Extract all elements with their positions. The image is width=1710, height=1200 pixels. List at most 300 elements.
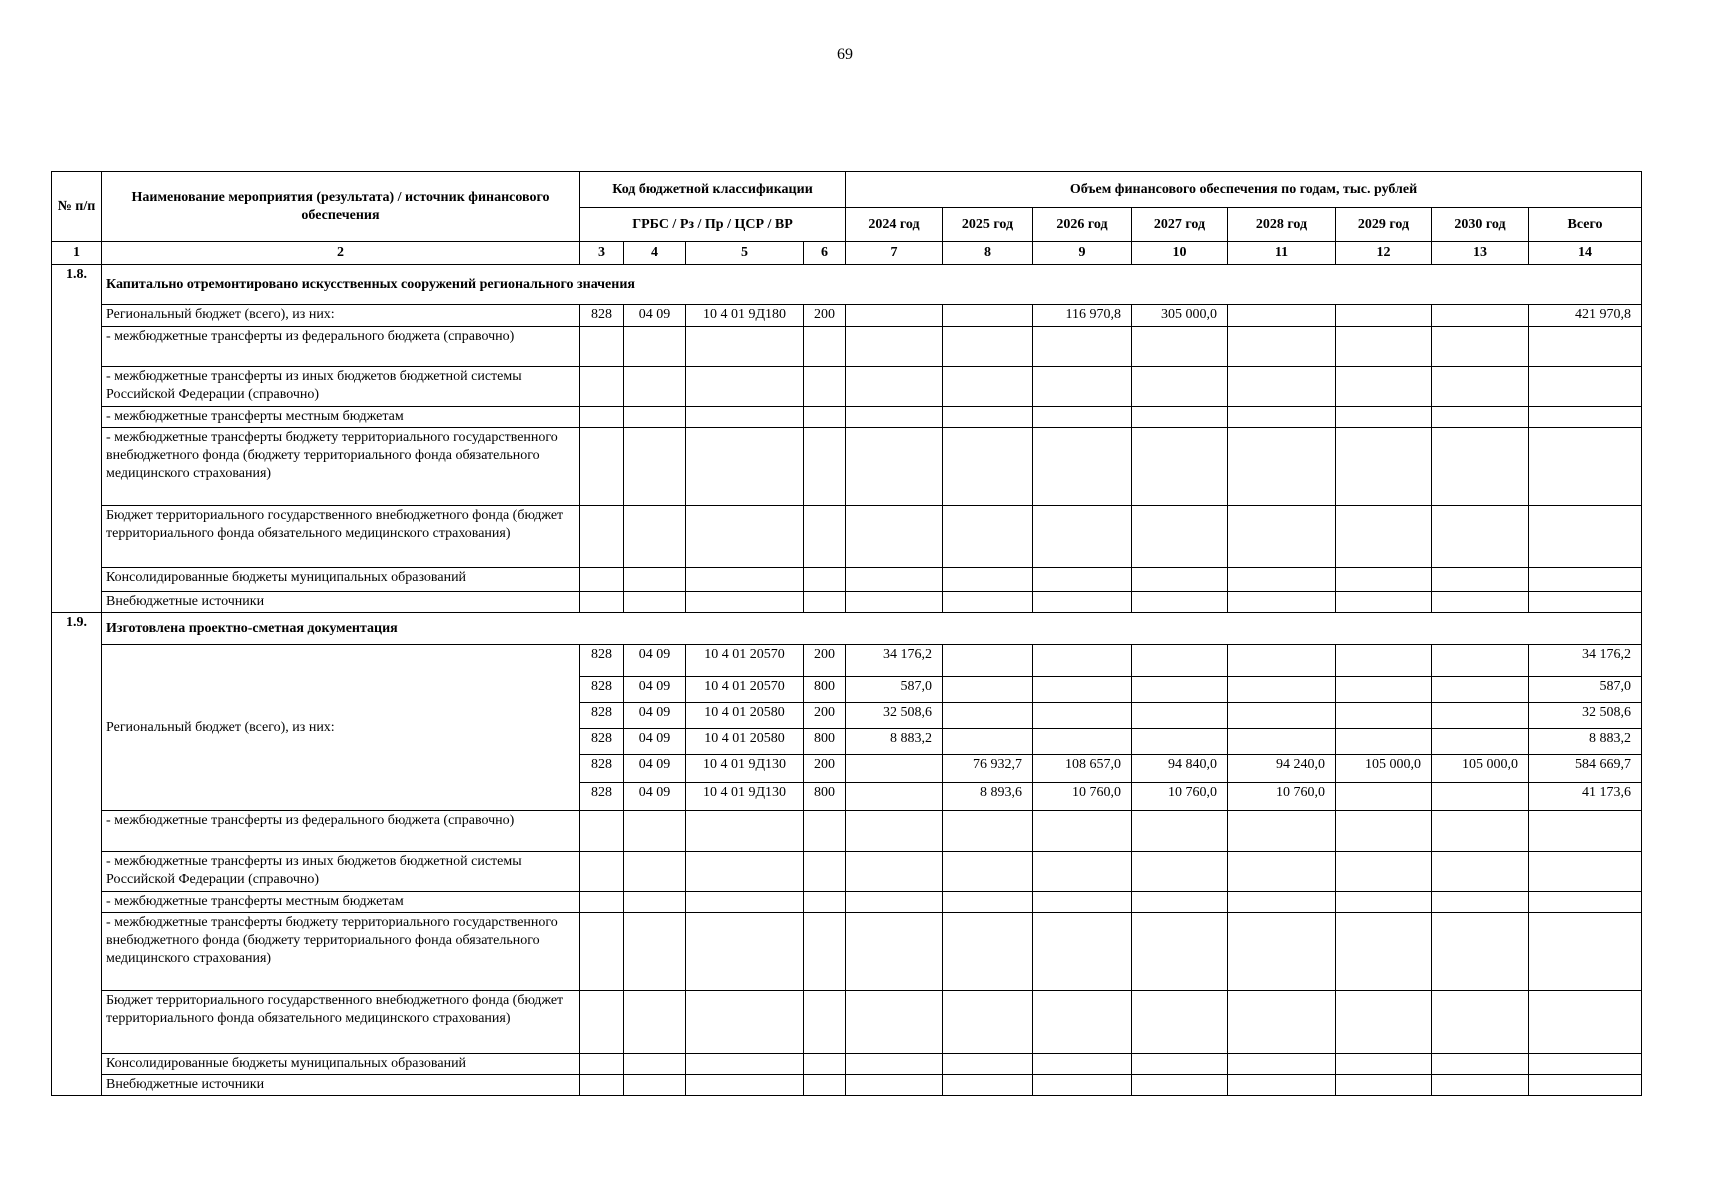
empty-cell bbox=[804, 1054, 846, 1075]
empty-cell bbox=[846, 592, 943, 613]
code-rz-pr: 04 09 bbox=[624, 305, 686, 327]
col-number: 10 bbox=[1132, 242, 1228, 265]
empty-cell bbox=[1132, 367, 1228, 407]
empty-cell bbox=[580, 407, 624, 428]
section-title: Изготовлена проектно-сметная документация bbox=[102, 613, 1642, 645]
empty-cell bbox=[846, 991, 943, 1054]
code-csr: 10 4 01 20580 bbox=[686, 703, 804, 729]
col-number: 4 bbox=[624, 242, 686, 265]
funding-source-row bbox=[52, 991, 1642, 1054]
funding-source-row bbox=[52, 367, 1642, 407]
amount-2026 bbox=[1033, 645, 1132, 677]
amount-2026 bbox=[1033, 729, 1132, 755]
empty-cell bbox=[686, 506, 804, 568]
empty-cell bbox=[1432, 568, 1529, 592]
empty-cell bbox=[1132, 811, 1228, 852]
empty-cell bbox=[943, 1054, 1033, 1075]
amount-2027: 94 840,0 bbox=[1132, 755, 1228, 783]
empty-cell bbox=[580, 592, 624, 613]
empty-cell bbox=[1228, 506, 1336, 568]
empty-cell bbox=[1033, 327, 1132, 367]
empty-cell bbox=[1432, 852, 1529, 892]
amount-2024: 8 883,2 bbox=[846, 729, 943, 755]
empty-cell bbox=[804, 913, 846, 991]
code-rz-pr: 04 09 bbox=[624, 729, 686, 755]
section-title-row bbox=[52, 613, 1642, 645]
code-grbs: 828 bbox=[580, 305, 624, 327]
empty-cell bbox=[1529, 407, 1642, 428]
empty-cell bbox=[686, 852, 804, 892]
section-title-row bbox=[52, 265, 1642, 305]
amount-2030 bbox=[1432, 783, 1529, 811]
finance-table-wrapper bbox=[51, 171, 1642, 1096]
funding-source-row bbox=[52, 852, 1642, 892]
empty-cell bbox=[846, 428, 943, 506]
empty-cell bbox=[580, 892, 624, 913]
empty-cell bbox=[1432, 892, 1529, 913]
amount-2026: 108 657,0 bbox=[1033, 755, 1132, 783]
code-vr: 200 bbox=[804, 703, 846, 729]
empty-cell bbox=[686, 913, 804, 991]
empty-cell bbox=[686, 892, 804, 913]
empty-cell bbox=[1228, 811, 1336, 852]
empty-cell bbox=[580, 327, 624, 367]
col-number: 12 bbox=[1336, 242, 1432, 265]
empty-cell bbox=[624, 407, 686, 428]
empty-cell bbox=[1033, 367, 1132, 407]
empty-cell bbox=[1432, 407, 1529, 428]
empty-cell bbox=[624, 811, 686, 852]
empty-cell bbox=[1132, 592, 1228, 613]
header-volume-group: Объем финансового обеспечения по годам, тыс. рублей bbox=[846, 172, 1642, 208]
funding-source-label: - межбюджетные трансферты бюджету территориального государственного внебюджетного фонда (бюджету территориального фонда обязательного медицинского страхования) bbox=[102, 428, 580, 506]
amount-total: 34 176,2 bbox=[1529, 645, 1642, 677]
col-number: 5 bbox=[686, 242, 804, 265]
empty-cell bbox=[1432, 367, 1529, 407]
amount-2025 bbox=[943, 645, 1033, 677]
code-vr: 200 bbox=[804, 755, 846, 783]
empty-cell bbox=[1228, 913, 1336, 991]
empty-cell bbox=[1529, 811, 1642, 852]
header-code-sub: ГРБС / Рз / Пр / ЦСР / ВР bbox=[580, 208, 846, 242]
amount-2024 bbox=[846, 305, 943, 327]
amount-2029 bbox=[1336, 677, 1432, 703]
empty-cell bbox=[624, 913, 686, 991]
regional-budget-label: Региональный бюджет (всего), из них: bbox=[102, 305, 580, 327]
code-grbs: 828 bbox=[580, 755, 624, 783]
col-number: 1 bbox=[52, 242, 102, 265]
empty-cell bbox=[1033, 913, 1132, 991]
amount-2024: 587,0 bbox=[846, 677, 943, 703]
empty-cell bbox=[1033, 592, 1132, 613]
empty-cell bbox=[580, 568, 624, 592]
empty-cell bbox=[846, 506, 943, 568]
funding-source-label: Бюджет территориального государственного внебюджетного фонда (бюджет территориального фонда обязательного медицинского страхования) bbox=[102, 506, 580, 568]
empty-cell bbox=[686, 592, 804, 613]
header-year-2024: 2024 год bbox=[846, 208, 943, 242]
empty-cell bbox=[1336, 892, 1432, 913]
regional-budget-row bbox=[52, 305, 1642, 327]
empty-cell bbox=[1228, 852, 1336, 892]
empty-cell bbox=[1432, 811, 1529, 852]
empty-cell bbox=[846, 568, 943, 592]
empty-cell bbox=[943, 1075, 1033, 1096]
empty-cell bbox=[943, 592, 1033, 613]
empty-cell bbox=[624, 1054, 686, 1075]
code-rz-pr: 04 09 bbox=[624, 703, 686, 729]
empty-cell bbox=[804, 327, 846, 367]
amount-2026 bbox=[1033, 703, 1132, 729]
amount-2025: 8 893,6 bbox=[943, 783, 1033, 811]
empty-cell bbox=[1529, 592, 1642, 613]
funding-source-label: - межбюджетные трансферты из федерального бюджета (справочно) bbox=[102, 811, 580, 852]
amount-2028 bbox=[1228, 305, 1336, 327]
header-name: Наименование мероприятия (результата) / источник финансового обеспечения bbox=[102, 172, 580, 242]
code-vr: 800 bbox=[804, 677, 846, 703]
empty-cell bbox=[1529, 1075, 1642, 1096]
code-csr: 10 4 01 20570 bbox=[686, 677, 804, 703]
section-number: 1.8. bbox=[52, 265, 102, 613]
empty-cell bbox=[1033, 1075, 1132, 1096]
empty-cell bbox=[1432, 327, 1529, 367]
amount-2024: 32 508,6 bbox=[846, 703, 943, 729]
amount-total: 8 883,2 bbox=[1529, 729, 1642, 755]
empty-cell bbox=[846, 1054, 943, 1075]
funding-source-label: - межбюджетные трансферты из федерального бюджета (справочно) bbox=[102, 327, 580, 367]
col-number: 3 bbox=[580, 242, 624, 265]
empty-cell bbox=[624, 568, 686, 592]
empty-cell bbox=[1336, 991, 1432, 1054]
empty-cell bbox=[1336, 367, 1432, 407]
column-number-row bbox=[52, 242, 1642, 265]
amount-2028 bbox=[1228, 645, 1336, 677]
empty-cell bbox=[846, 913, 943, 991]
empty-cell bbox=[580, 811, 624, 852]
amount-2028: 10 760,0 bbox=[1228, 783, 1336, 811]
empty-cell bbox=[1132, 327, 1228, 367]
empty-cell bbox=[804, 991, 846, 1054]
empty-cell bbox=[804, 592, 846, 613]
code-grbs: 828 bbox=[580, 729, 624, 755]
empty-cell bbox=[686, 407, 804, 428]
empty-cell bbox=[846, 811, 943, 852]
empty-cell bbox=[846, 327, 943, 367]
empty-cell bbox=[1432, 506, 1529, 568]
amount-2029 bbox=[1336, 305, 1432, 327]
empty-cell bbox=[1132, 568, 1228, 592]
amount-total: 41 173,6 bbox=[1529, 783, 1642, 811]
empty-cell bbox=[1529, 991, 1642, 1054]
code-rz-pr: 04 09 bbox=[624, 783, 686, 811]
empty-cell bbox=[686, 991, 804, 1054]
amount-2025 bbox=[943, 703, 1033, 729]
empty-cell bbox=[1432, 1054, 1529, 1075]
empty-cell bbox=[686, 327, 804, 367]
header-year-2029: 2029 год bbox=[1336, 208, 1432, 242]
amount-2028 bbox=[1228, 729, 1336, 755]
empty-cell bbox=[1033, 991, 1132, 1054]
empty-cell bbox=[1228, 592, 1336, 613]
empty-cell bbox=[624, 1075, 686, 1096]
col-number: 13 bbox=[1432, 242, 1529, 265]
empty-cell bbox=[1529, 852, 1642, 892]
header-year-2028: 2028 год bbox=[1228, 208, 1336, 242]
empty-cell bbox=[1529, 367, 1642, 407]
funding-source-label: - межбюджетные трансферты бюджету территориального государственного внебюджетного фонда (бюджету территориального фонда обязательного медицинского страхования) bbox=[102, 913, 580, 991]
amount-2028 bbox=[1228, 703, 1336, 729]
empty-cell bbox=[1432, 592, 1529, 613]
empty-cell bbox=[1529, 428, 1642, 506]
amount-2025 bbox=[943, 729, 1033, 755]
header-num: № п/п bbox=[52, 172, 102, 242]
code-vr: 200 bbox=[804, 305, 846, 327]
empty-cell bbox=[1432, 428, 1529, 506]
amount-2026: 116 970,8 bbox=[1033, 305, 1132, 327]
empty-cell bbox=[1033, 506, 1132, 568]
page-number: 69 bbox=[837, 46, 853, 63]
empty-cell bbox=[1336, 913, 1432, 991]
amount-2027 bbox=[1132, 703, 1228, 729]
empty-cell bbox=[1432, 991, 1529, 1054]
col-number: 14 bbox=[1529, 242, 1642, 265]
funding-source-label: - межбюджетные трансферты местным бюджетам bbox=[102, 892, 580, 913]
header-year-2027: 2027 год bbox=[1132, 208, 1228, 242]
code-grbs: 828 bbox=[580, 677, 624, 703]
empty-cell bbox=[1228, 327, 1336, 367]
empty-cell bbox=[1033, 407, 1132, 428]
amount-2030 bbox=[1432, 729, 1529, 755]
empty-cell bbox=[1132, 506, 1228, 568]
empty-cell bbox=[1033, 568, 1132, 592]
empty-cell bbox=[943, 407, 1033, 428]
funding-source-label: Бюджет территориального государственного внебюджетного фонда (бюджет территориального фонда обязательного медицинского страхования) bbox=[102, 991, 580, 1054]
empty-cell bbox=[1336, 506, 1432, 568]
empty-cell bbox=[1228, 568, 1336, 592]
empty-cell bbox=[1529, 1054, 1642, 1075]
empty-cell bbox=[1033, 428, 1132, 506]
empty-cell bbox=[624, 991, 686, 1054]
empty-cell bbox=[1033, 892, 1132, 913]
empty-cell bbox=[1132, 1054, 1228, 1075]
amount-2028: 94 240,0 bbox=[1228, 755, 1336, 783]
empty-cell bbox=[1336, 327, 1432, 367]
col-number: 8 bbox=[943, 242, 1033, 265]
empty-cell bbox=[1336, 811, 1432, 852]
empty-cell bbox=[580, 852, 624, 892]
funding-source-row bbox=[52, 327, 1642, 367]
empty-cell bbox=[1336, 428, 1432, 506]
empty-cell bbox=[1132, 852, 1228, 892]
amount-2030: 105 000,0 bbox=[1432, 755, 1529, 783]
amount-total: 32 508,6 bbox=[1529, 703, 1642, 729]
empty-cell bbox=[846, 852, 943, 892]
empty-cell bbox=[1132, 407, 1228, 428]
empty-cell bbox=[624, 592, 686, 613]
code-csr: 10 4 01 20580 bbox=[686, 729, 804, 755]
empty-cell bbox=[686, 568, 804, 592]
empty-cell bbox=[1228, 991, 1336, 1054]
header-total: Всего bbox=[1529, 208, 1642, 242]
header-year-2025: 2025 год bbox=[943, 208, 1033, 242]
funding-source-row bbox=[52, 592, 1642, 613]
header-code-group: Код бюджетной классификации bbox=[580, 172, 846, 208]
funding-source-row bbox=[52, 1054, 1642, 1075]
code-grbs: 828 bbox=[580, 703, 624, 729]
col-number: 9 bbox=[1033, 242, 1132, 265]
amount-2030 bbox=[1432, 645, 1529, 677]
empty-cell bbox=[1529, 892, 1642, 913]
empty-cell bbox=[943, 892, 1033, 913]
empty-cell bbox=[804, 1075, 846, 1096]
empty-cell bbox=[804, 811, 846, 852]
regional-budget-label: Региональный бюджет (всего), из них: bbox=[102, 645, 580, 811]
empty-cell bbox=[1336, 407, 1432, 428]
funding-source-row bbox=[52, 1075, 1642, 1096]
code-vr: 800 bbox=[804, 783, 846, 811]
empty-cell bbox=[1132, 428, 1228, 506]
funding-source-row bbox=[52, 913, 1642, 991]
empty-cell bbox=[580, 1054, 624, 1075]
funding-source-label: Внебюджетные источники bbox=[102, 1075, 580, 1096]
empty-cell bbox=[1529, 913, 1642, 991]
empty-cell bbox=[1432, 1075, 1529, 1096]
empty-cell bbox=[624, 892, 686, 913]
amount-2026: 10 760,0 bbox=[1033, 783, 1132, 811]
code-csr: 10 4 01 9Д130 bbox=[686, 755, 804, 783]
amount-2029 bbox=[1336, 703, 1432, 729]
amount-2029: 105 000,0 bbox=[1336, 755, 1432, 783]
col-number: 7 bbox=[846, 242, 943, 265]
empty-cell bbox=[624, 852, 686, 892]
amount-2027 bbox=[1132, 677, 1228, 703]
funding-source-row bbox=[52, 568, 1642, 592]
empty-cell bbox=[1228, 1075, 1336, 1096]
empty-cell bbox=[1033, 1054, 1132, 1075]
empty-cell bbox=[943, 568, 1033, 592]
amount-2030 bbox=[1432, 677, 1529, 703]
empty-cell bbox=[943, 367, 1033, 407]
empty-cell bbox=[804, 407, 846, 428]
col-number: 6 bbox=[804, 242, 846, 265]
amount-2027: 10 760,0 bbox=[1132, 783, 1228, 811]
empty-cell bbox=[1336, 1054, 1432, 1075]
empty-cell bbox=[1336, 1075, 1432, 1096]
empty-cell bbox=[580, 428, 624, 506]
funding-source-row bbox=[52, 892, 1642, 913]
empty-cell bbox=[686, 428, 804, 506]
empty-cell bbox=[804, 506, 846, 568]
empty-cell bbox=[1336, 852, 1432, 892]
amount-2027: 305 000,0 bbox=[1132, 305, 1228, 327]
code-rz-pr: 04 09 bbox=[624, 755, 686, 783]
funding-source-label: Консолидированные бюджеты муниципальных образований bbox=[102, 568, 580, 592]
empty-cell bbox=[804, 428, 846, 506]
finance-table bbox=[51, 171, 1642, 1096]
empty-cell bbox=[686, 1054, 804, 1075]
empty-cell bbox=[1228, 428, 1336, 506]
empty-cell bbox=[1132, 1075, 1228, 1096]
funding-source-row bbox=[52, 811, 1642, 852]
col-number: 2 bbox=[102, 242, 580, 265]
amount-2028 bbox=[1228, 677, 1336, 703]
empty-cell bbox=[686, 811, 804, 852]
empty-cell bbox=[1228, 367, 1336, 407]
empty-cell bbox=[943, 991, 1033, 1054]
col-number: 11 bbox=[1228, 242, 1336, 265]
empty-cell bbox=[686, 1075, 804, 1096]
empty-cell bbox=[624, 367, 686, 407]
funding-source-row bbox=[52, 428, 1642, 506]
header-year-2026: 2026 год bbox=[1033, 208, 1132, 242]
amount-total: 587,0 bbox=[1529, 677, 1642, 703]
empty-cell bbox=[580, 913, 624, 991]
empty-cell bbox=[1033, 811, 1132, 852]
code-csr: 10 4 01 9Д180 bbox=[686, 305, 804, 327]
empty-cell bbox=[580, 367, 624, 407]
empty-cell bbox=[804, 892, 846, 913]
code-grbs: 828 bbox=[580, 783, 624, 811]
funding-source-label: - межбюджетные трансферты из иных бюджетов бюджетной системы Российской Федерации (справочно) bbox=[102, 367, 580, 407]
empty-cell bbox=[943, 852, 1033, 892]
amount-total: 584 669,7 bbox=[1529, 755, 1642, 783]
empty-cell bbox=[804, 568, 846, 592]
amount-2027 bbox=[1132, 645, 1228, 677]
code-vr: 800 bbox=[804, 729, 846, 755]
amount-2025 bbox=[943, 305, 1033, 327]
empty-cell bbox=[1228, 1054, 1336, 1075]
amount-2029 bbox=[1336, 729, 1432, 755]
funding-source-label: Внебюджетные источники bbox=[102, 592, 580, 613]
amount-2024 bbox=[846, 755, 943, 783]
amount-2029 bbox=[1336, 645, 1432, 677]
section-number: 1.9. bbox=[52, 613, 102, 1096]
empty-cell bbox=[943, 428, 1033, 506]
empty-cell bbox=[1132, 991, 1228, 1054]
empty-cell bbox=[580, 1075, 624, 1096]
empty-cell bbox=[943, 506, 1033, 568]
funding-source-label: - межбюджетные трансферты местным бюджетам bbox=[102, 407, 580, 428]
empty-cell bbox=[846, 407, 943, 428]
amount-2024 bbox=[846, 783, 943, 811]
amount-2025: 76 932,7 bbox=[943, 755, 1033, 783]
funding-source-label: Консолидированные бюджеты муниципальных образований bbox=[102, 1054, 580, 1075]
empty-cell bbox=[1132, 913, 1228, 991]
amount-2026 bbox=[1033, 677, 1132, 703]
funding-source-label: - межбюджетные трансферты из иных бюджетов бюджетной системы Российской Федерации (справочно) bbox=[102, 852, 580, 892]
amount-total: 421 970,8 bbox=[1529, 305, 1642, 327]
empty-cell bbox=[1228, 892, 1336, 913]
empty-cell bbox=[1529, 506, 1642, 568]
section-title: Капитально отремонтировано искусственных сооружений регионального значения bbox=[102, 265, 1642, 305]
empty-cell bbox=[1336, 568, 1432, 592]
empty-cell bbox=[943, 327, 1033, 367]
empty-cell bbox=[1132, 892, 1228, 913]
empty-cell bbox=[686, 367, 804, 407]
amount-2025 bbox=[943, 677, 1033, 703]
empty-cell bbox=[1228, 407, 1336, 428]
amount-2029 bbox=[1336, 783, 1432, 811]
amount-2030 bbox=[1432, 305, 1529, 327]
funding-source-row bbox=[52, 506, 1642, 568]
empty-cell bbox=[846, 367, 943, 407]
header-year-2030: 2030 год bbox=[1432, 208, 1529, 242]
empty-cell bbox=[943, 811, 1033, 852]
funding-source-row bbox=[52, 407, 1642, 428]
empty-cell bbox=[1529, 327, 1642, 367]
code-csr: 10 4 01 20570 bbox=[686, 645, 804, 677]
empty-cell bbox=[846, 892, 943, 913]
empty-cell bbox=[1432, 913, 1529, 991]
